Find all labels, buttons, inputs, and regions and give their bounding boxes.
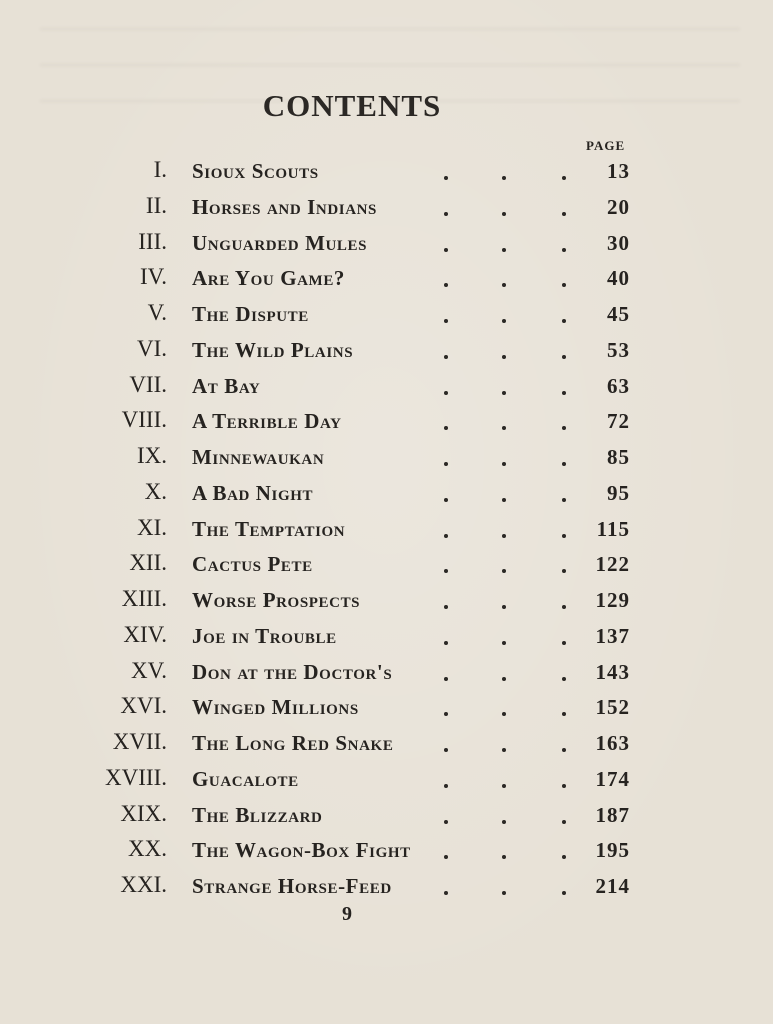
chapter-title: The Long Red Snake	[192, 731, 394, 755]
chapter-title: A Terrible Day	[192, 409, 342, 434]
leader-dot	[562, 391, 566, 395]
chapter-title: Sioux Scouts	[192, 159, 319, 183]
chapter-page-number: 143	[595, 659, 630, 684]
chapter-number: XX.	[128, 836, 167, 862]
chapter-title: The Dispute	[192, 302, 309, 326]
leader-dot	[444, 534, 448, 538]
leader-dot	[562, 212, 566, 216]
chapter-title: Joe in Trouble	[192, 623, 337, 648]
chapter-number: VIII.	[121, 407, 167, 433]
chapter-page-number: 40	[607, 266, 630, 291]
toc-entry	[0, 367, 773, 403]
leader-dot	[444, 855, 448, 859]
page-column-header: PAGE	[586, 138, 626, 153]
chapter-number: XVII.	[112, 729, 167, 754]
chapter-page-number: 30	[607, 230, 630, 255]
toc-entry	[0, 617, 773, 653]
chapter-title: Strange Horse-Feed	[192, 874, 392, 898]
leader-dot	[502, 176, 506, 180]
leader-dot	[562, 784, 566, 788]
chapter-number: I.	[153, 157, 167, 182]
leader-dot	[502, 784, 506, 788]
chapter-number: XIX.	[120, 800, 167, 826]
leader-dot	[444, 462, 448, 466]
chapter-number: VII.	[129, 371, 167, 397]
chapter-page-number: 45	[607, 302, 630, 326]
leader-dot	[502, 248, 506, 252]
chapter-number: XI.	[136, 514, 167, 540]
chapter-title: The Blizzard	[192, 802, 323, 827]
leader-dot	[562, 498, 566, 502]
chapter-page-number: 53	[607, 337, 630, 362]
leader-dot	[562, 319, 566, 323]
leader-dot	[502, 462, 506, 466]
leader-dot	[562, 569, 566, 573]
chapter-page-number: 63	[607, 373, 630, 398]
leader-dot	[502, 641, 506, 645]
toc-entry	[0, 224, 773, 260]
leader-dot	[562, 641, 566, 645]
page-number: 9	[342, 903, 352, 925]
page-title: CONTENTS	[262, 88, 442, 123]
chapter-title: The Wild Plains	[192, 337, 354, 362]
leader-dot	[502, 283, 506, 287]
chapter-number: VI.	[136, 335, 167, 361]
leader-dot	[502, 212, 506, 216]
chapter-page-number: 163	[595, 731, 630, 755]
chapter-page-number: 187	[595, 802, 630, 827]
chapter-page-number: 13	[607, 159, 630, 183]
leader-dot	[562, 176, 566, 180]
chapter-number: XIV.	[123, 621, 167, 647]
chapter-page-number: 214	[595, 874, 630, 898]
chapter-number: V.	[147, 300, 167, 325]
leader-dot	[502, 534, 506, 538]
chapter-title: Cactus Pete	[192, 552, 313, 577]
toc-entry	[0, 152, 773, 188]
chapter-page-number: 129	[595, 588, 630, 612]
chapter-title: Worse Prospects	[192, 588, 361, 612]
leader-dot	[502, 891, 506, 895]
leader-dot	[502, 391, 506, 395]
chapter-number: XXI.	[120, 872, 167, 897]
leader-dot	[444, 820, 448, 824]
leader-dot	[562, 820, 566, 824]
leader-dot	[444, 641, 448, 645]
leader-dot	[502, 605, 506, 609]
chapter-page-number: 95	[607, 480, 630, 505]
toc-entry	[0, 796, 773, 832]
chapter-page-number: 174	[595, 766, 630, 791]
leader-dot	[562, 712, 566, 716]
chapter-number: XIII.	[121, 586, 167, 611]
chapter-title: Guacalote	[192, 766, 299, 791]
toc-entry	[0, 724, 773, 760]
chapter-number: II.	[145, 192, 167, 218]
leader-dot	[444, 784, 448, 788]
chapter-title: Don at the Doctor's	[192, 659, 393, 684]
leader-dot	[562, 283, 566, 287]
leader-dot	[562, 462, 566, 466]
leader-dot	[444, 605, 448, 609]
chapter-number: X.	[144, 478, 167, 504]
chapter-page-number: 122	[595, 552, 630, 577]
leader-dot	[444, 677, 448, 681]
leader-dot	[562, 355, 566, 359]
leader-dot	[502, 677, 506, 681]
toc-entry	[0, 545, 773, 581]
leader-dot	[562, 855, 566, 859]
leader-dot	[444, 391, 448, 395]
toc-entry	[0, 760, 773, 796]
chapter-title: Horses and Indians	[192, 194, 378, 219]
leader-dot	[444, 712, 448, 716]
toc-entry	[0, 474, 773, 510]
chapter-number: XVIII.	[105, 764, 167, 790]
leader-dot	[444, 248, 448, 252]
chapter-page-number: 72	[607, 409, 630, 434]
leader-dot	[444, 426, 448, 430]
leader-dot	[502, 748, 506, 752]
chapter-page-number: 115	[596, 516, 630, 541]
toc-entry	[0, 259, 773, 295]
chapter-title: A Bad Night	[192, 480, 314, 505]
leader-dot	[502, 498, 506, 502]
chapter-title: At Bay	[192, 373, 261, 398]
toc-entry	[0, 438, 773, 474]
chapter-title: Unguarded Mules	[192, 230, 368, 255]
chapter-page-number: 137	[595, 623, 630, 648]
chapter-title: The Temptation	[192, 516, 346, 541]
chapter-number: III.	[138, 228, 167, 254]
chapter-title: Winged Millions	[192, 695, 359, 720]
leader-dot	[502, 569, 506, 573]
leader-dot	[562, 534, 566, 538]
toc-entry	[0, 867, 773, 903]
toc-entry	[0, 510, 773, 546]
chapter-page-number: 152	[595, 695, 630, 720]
toc-entry	[0, 402, 773, 438]
leader-dot	[444, 176, 448, 180]
chapter-title: The Wagon-Box Fight	[192, 838, 411, 863]
chapter-number: XII.	[129, 550, 167, 576]
leader-dot	[444, 891, 448, 895]
leader-dot	[444, 355, 448, 359]
leader-dot	[562, 748, 566, 752]
chapter-number: IX.	[136, 443, 167, 468]
leader-dot	[444, 748, 448, 752]
toc-entry	[0, 831, 773, 867]
chapter-page-number: 85	[607, 445, 630, 469]
leader-dot	[502, 712, 506, 716]
leader-dot	[502, 820, 506, 824]
chapter-page-number: 195	[595, 838, 630, 863]
leader-dot	[502, 355, 506, 359]
leader-dot	[444, 569, 448, 573]
leader-dot	[502, 855, 506, 859]
chapter-number: IV.	[139, 264, 167, 290]
toc-entry	[0, 188, 773, 224]
chapter-number: XV.	[130, 657, 167, 683]
leader-dot	[502, 319, 506, 323]
toc-entry	[0, 653, 773, 689]
toc-entry	[0, 331, 773, 367]
leader-dot	[562, 426, 566, 430]
leader-dot	[562, 677, 566, 681]
leader-dot	[444, 319, 448, 323]
leader-dot	[444, 212, 448, 216]
leader-dot	[562, 605, 566, 609]
chapter-page-number: 20	[607, 194, 630, 219]
table-of-contents	[0, 152, 773, 903]
leader-dot	[562, 891, 566, 895]
chapter-number: XVI.	[120, 693, 167, 719]
toc-entry	[0, 688, 773, 724]
toc-entry	[0, 295, 773, 331]
chapter-title: Are You Game?	[192, 266, 346, 291]
chapter-title: Minnewaukan	[192, 445, 325, 469]
leader-dot	[502, 426, 506, 430]
leader-dot	[562, 248, 566, 252]
leader-dot	[444, 283, 448, 287]
toc-entry	[0, 581, 773, 617]
leader-dot	[444, 498, 448, 502]
